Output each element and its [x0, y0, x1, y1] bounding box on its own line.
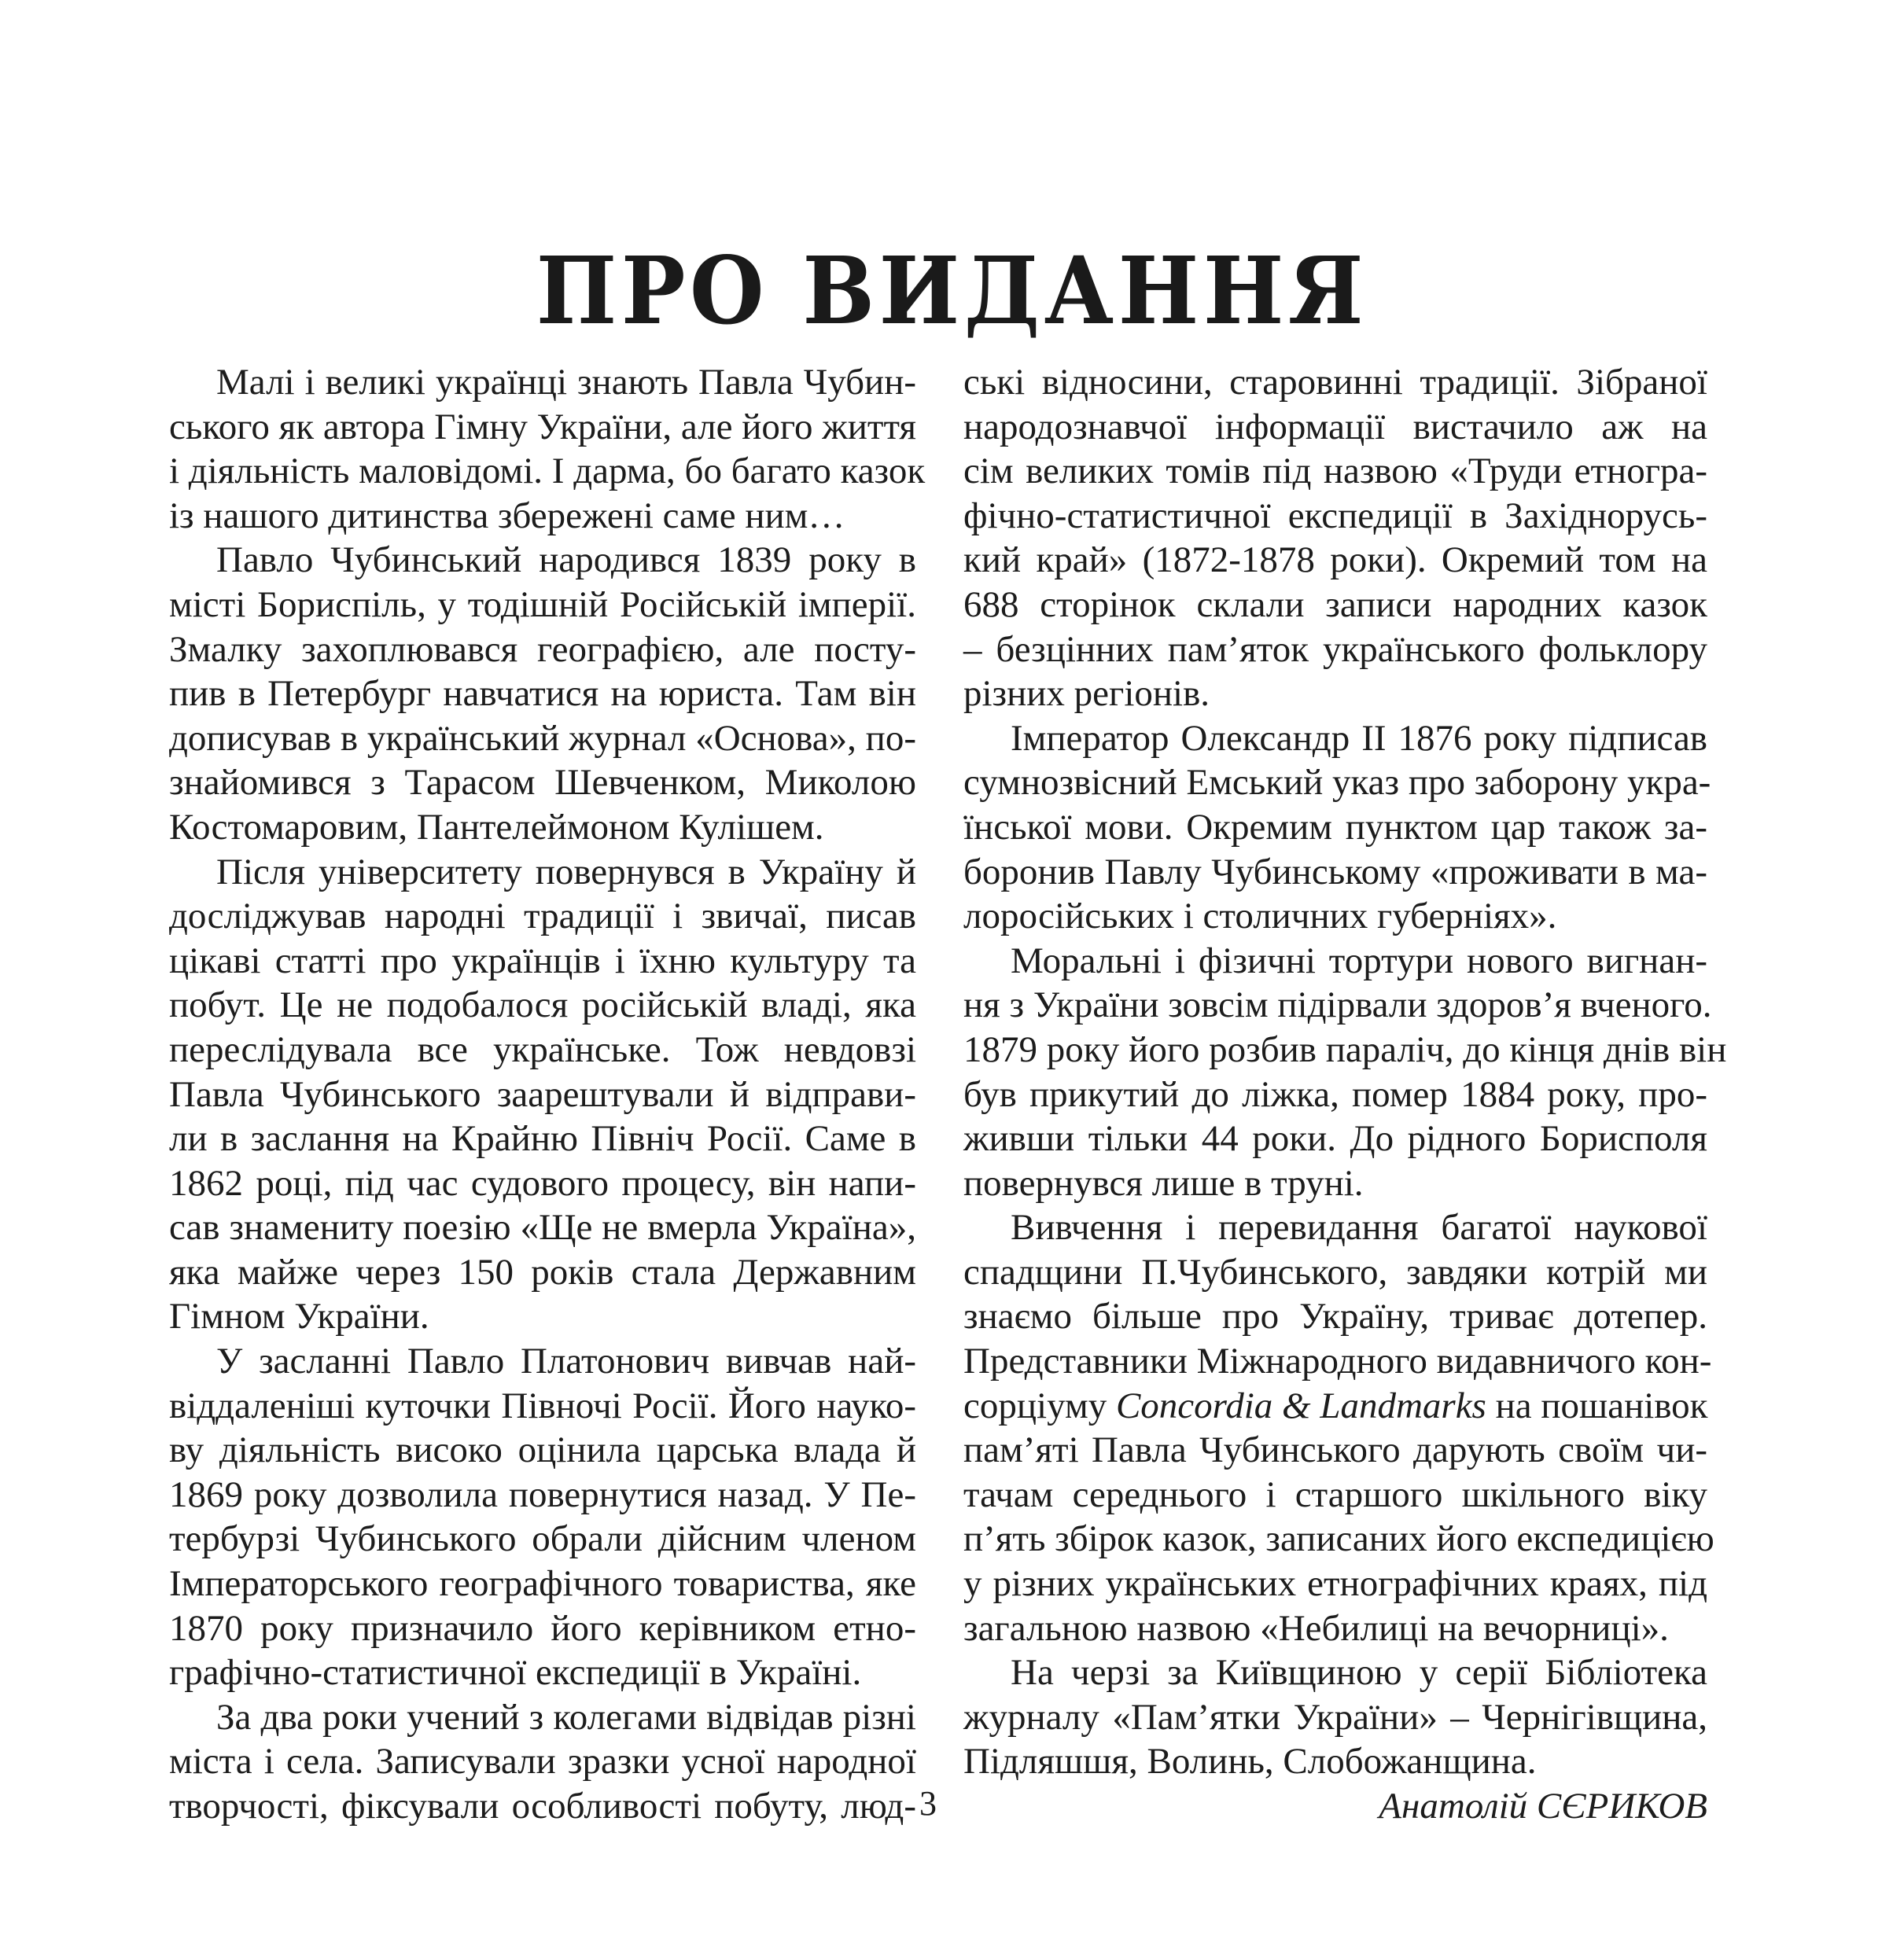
text-line: тербурзі Чубинського обрали дійсним членом	[169, 1518, 916, 1560]
text-line: місті Бориспіль, у тодішній Російській імперії.	[169, 583, 916, 625]
text-line: живши тільки 44 роки. До рідного Борисполя	[963, 1118, 1707, 1160]
text-line: Змалку захоплювався географією, але посту-	[169, 628, 916, 670]
text-line: пам’яті Павла Чубинського дарують своїм чи-	[963, 1429, 1707, 1471]
text-line: цікаві статті про українців і їхню культуру та	[169, 940, 916, 981]
text-line: яка майже через 150 років стала Державним	[169, 1251, 916, 1293]
text-line: пив в Петербург навчатися на юриста. Там він	[169, 673, 916, 715]
text-line: ву діяльність високо оцінила царська влада й	[169, 1429, 916, 1471]
text-line: Імператор Олександр II 1876 року підписав	[1011, 717, 1707, 759]
text-line: п’ять збірок казок, записаних його експедицією	[963, 1518, 1714, 1560]
text-line: 1879 року його розбив параліч, до кінця днів він	[963, 1028, 1727, 1070]
text-line: сумнозвісний Емський указ про заборону укра-	[963, 762, 1711, 804]
text-line: спадщини П.Чубинського, завдяки котрій ми	[963, 1251, 1707, 1293]
text-line: Костомаровим, Пантелеймоном Кулішем.	[169, 806, 824, 848]
text-line: Павло Чубинський народився 1839 року в	[216, 539, 916, 581]
text-line: їнської мови. Окремим пунктом цар також за-	[963, 806, 1707, 848]
page-title: ПРО ВИДАННЯ	[536, 236, 1368, 345]
text-line: досліджував народні традиції і звичаї, писав	[169, 896, 916, 937]
text-line: із нашого дитинства збережені саме ним…	[169, 495, 845, 536]
right-text-column	[963, 360, 1727, 1829]
text-line: фічно-статистичної експедиції в Західнорусь-	[963, 495, 1707, 536]
text-line: ли в заслання на Крайню Північ Росії. Саме в	[169, 1118, 916, 1160]
text-line: 1862 році, під час судового процесу, він напи-	[169, 1162, 916, 1204]
text-line: лоросійських і столичних губерніях».	[963, 896, 1557, 937]
text-line: творчості, фіксували особливості побуту, люд-	[169, 1786, 916, 1827]
text-line: – безцінних пам’яток українського фольклору	[963, 628, 1707, 670]
text-line: Вивчення і перевидання багатої наукової	[1011, 1207, 1707, 1249]
text-line: народознавчої інформації вистачило аж на	[963, 406, 1707, 447]
text-line: дописував в український журнал «Основа», по-	[169, 717, 916, 759]
text-line: був прикутий до ліжка, помер 1884 року, про-	[963, 1073, 1707, 1115]
text-line: 688 сторінок склали записи народних казок	[963, 583, 1707, 625]
author-signature: Анатолій СЄРИКОВ	[1379, 1786, 1707, 1827]
text-line	[963, 1384, 1707, 1429]
left-text-column	[169, 360, 926, 1829]
text-line: загальною назвою «Небилиці на вечорниці».	[963, 1607, 1669, 1649]
text-line: знайомився з Тарасом Шевченком, Миколою	[169, 762, 916, 804]
text-line: побут. Це не подобалося російській владі, яка	[169, 984, 916, 1026]
text-segment: сорціуму	[963, 1385, 1116, 1426]
text-line: Представники Міжнародного видавничого кон-	[963, 1341, 1712, 1382]
text-line: кий край» (1872-1878 роки). Окремий том на	[963, 539, 1707, 581]
text-line: журналу «Пам’ятки України» – Чернігівщина,	[963, 1696, 1707, 1738]
text-line: і діяльність маловідомі. І дарма, бо багато казок	[169, 451, 926, 492]
text-line: сав знамениту поезію «Ще не вмерла Україна»,	[169, 1207, 916, 1249]
text-line: ня з України зовсім підірвали здоров’я вченого.	[963, 984, 1712, 1026]
text-segment: на пошанівок	[1486, 1385, 1708, 1426]
text-line: графічно-статистичної експедиції в Україні.	[169, 1652, 862, 1694]
text-line: тачам середнього і старшого шкільного віку	[963, 1474, 1707, 1515]
publisher-name: Concordia & Landmarks	[1115, 1385, 1486, 1426]
text-line: У засланні Павло Платонович вивчав най-	[216, 1341, 916, 1382]
text-line: ського як автора Гімну України, але його життя	[169, 406, 916, 447]
text-line: знаємо більше про Україну, триває дотепер.	[963, 1296, 1707, 1337]
text-line: Підляшшя, Волинь, Слобожанщина.	[963, 1741, 1537, 1783]
text-line: 1870 року призначило його керівником етно-	[169, 1607, 916, 1649]
text-line: Після університету повернувся в Україну й	[216, 851, 916, 892]
text-line: Моральні і фізичні тортури нового вигнан-	[1011, 940, 1707, 981]
text-line: На черзі за Київщиною у серії Бібліотека	[1011, 1652, 1707, 1694]
text-line: різних регіонів.	[963, 673, 1210, 715]
text-line: у різних українських етнографічних краях, під	[963, 1563, 1707, 1605]
text-line: Малі і великі українці знають Павла Чубин-	[216, 362, 916, 403]
text-line: Імператорського географічного товариства, яке	[169, 1563, 916, 1605]
text-line: віддаленіші куточки Півночі Росії. Його науко-	[169, 1385, 916, 1426]
text-line: повернувся лише в труні.	[963, 1162, 1364, 1204]
text-line: сім великих томів під назвою «Труди етногра-	[963, 451, 1707, 492]
text-line: міста і села. Записували зразки усної народної	[169, 1741, 916, 1783]
text-line: Гімном України.	[169, 1296, 429, 1337]
text-line: ські відносини, старовинні традиції. Зібраної	[963, 362, 1707, 403]
text-line: переслідувала все українське. Тож невдовзі	[169, 1028, 916, 1070]
page-number: 3	[919, 1784, 937, 1823]
text-line: боронив Павлу Чубинському «проживати в ма-	[963, 851, 1707, 892]
text-line: 1869 року дозволила повернутися назад. У Пе-	[169, 1474, 916, 1515]
text-line: Павла Чубинського заарештували й відправи-	[169, 1073, 916, 1115]
text-line: За два роки учений з колегами відвідав різні	[216, 1696, 916, 1738]
